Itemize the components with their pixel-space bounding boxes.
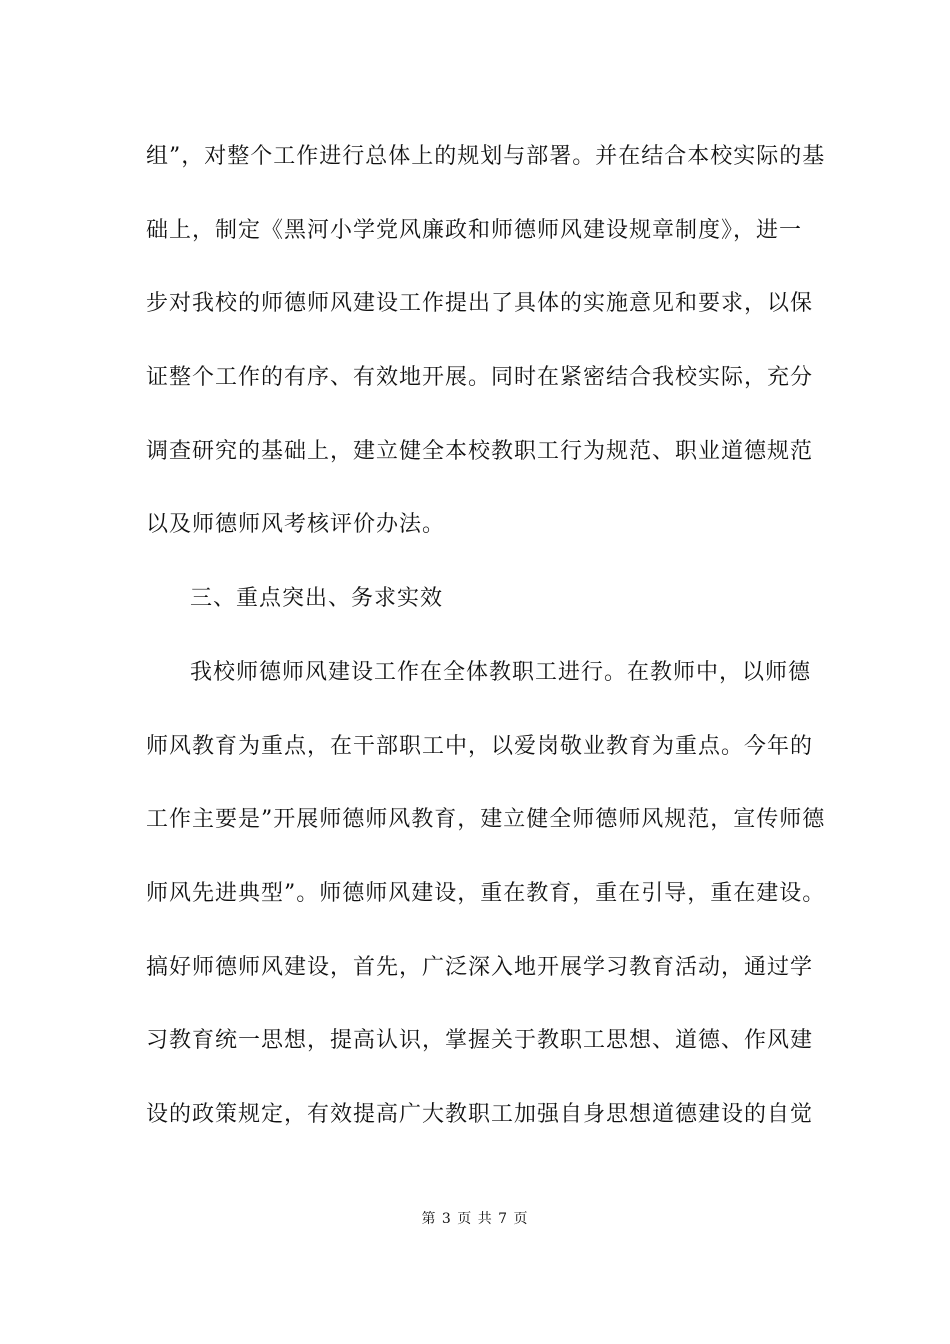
page-number: 第 3 页 共 7 页	[421, 1211, 529, 1227]
paragraph-first-line: 我校师德师风建设工作在全体教职工进行。在教师中，以师德	[190, 659, 812, 685]
text-line: 调查研究的基础上，建立健全本校教职工行为规范、职业道德规范	[146, 438, 814, 464]
section-heading: 三、重点突出、务求实效	[190, 586, 444, 612]
document-body	[146, 130, 826, 1162]
page-footer	[0, 1208, 950, 1228]
text-line: 组”，对整个工作进行总体上的规划与部署。并在结合本校实际的基	[146, 144, 826, 169]
text-line: 以及师德师风考核评价办法。	[146, 512, 446, 538]
text-line: 步对我校的师德师风建设工作提出了具体的实施意见和要求，以保	[146, 291, 814, 317]
text-line: 习教育统一思想，提高认识，掌握关于教职工思想、道德、作风建	[146, 1028, 814, 1054]
text-line: 证整个工作的有序、有效地开展。同时在紧密结合我校实际，充分	[146, 365, 814, 391]
text-line: 工作主要是”开展师德师风教育，建立健全师德师风规范，宣传师德	[146, 807, 826, 833]
text-line: 师风先进典型”。师德师风建设，重在教育，重在引导，重在建设。	[146, 880, 826, 906]
text-line: 设的政策规定，有效提高广大教职工加强自身思想道德建设的自觉	[146, 1101, 814, 1127]
text-line: 搞好师德师风建设，首先，广泛深入地开展学习教育活动，通过学	[146, 954, 814, 980]
text-line: 础上，制定《黑河小学党风廉政和师德师风建设规章制度》，进一	[146, 217, 803, 243]
text-line: 师风教育为重点，在干部职工中，以爱岗敬业教育为重点。今年的	[146, 733, 814, 759]
